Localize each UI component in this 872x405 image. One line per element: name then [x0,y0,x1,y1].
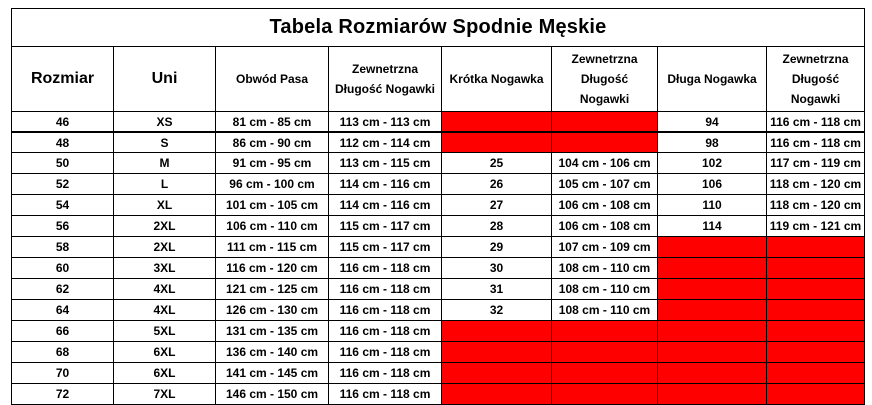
header-line: Zewnetrzna [571,52,638,66]
cell-zewnetrzna-krotka: 105 cm - 107 cm [552,174,658,195]
cell-krotka-nogawka: 27 [442,195,552,216]
header-uni: Uni [114,47,216,112]
cell-zewnetrzna-dluga: 116 cm - 118 cm [767,112,865,133]
table-title: Tabela Rozmiarów Spodnie Męskie [12,9,865,47]
cell-obwod-pasa: 126 cm - 130 cm [216,300,329,321]
table-row [12,342,865,363]
cell-zewnetrzna-dluga: 118 cm - 120 cm [767,195,865,216]
cell-obwod-pasa: 131 cm - 135 cm [216,321,329,342]
cell-uni: L [114,174,216,195]
cell-rozmiar: 62 [12,279,114,300]
cell-dluga-nogawka: 98 [658,132,767,153]
cell-dluga-nogawka [658,279,767,300]
table-row [12,300,865,321]
cell-zewnetrzna-dlugosc: 112 cm - 114 cm [329,132,442,153]
cell-zewnetrzna-dlugosc: 116 cm - 118 cm [329,321,442,342]
cell-krotka-nogawka [442,384,552,405]
cell-uni: S [114,132,216,153]
cell-obwod-pasa: 146 cm - 150 cm [216,384,329,405]
cell-krotka-nogawka [442,112,552,133]
cell-obwod-pasa: 86 cm - 90 cm [216,132,329,153]
cell-zewnetrzna-krotka [552,342,658,363]
cell-dluga-nogawka [658,258,767,279]
cell-zewnetrzna-krotka [552,132,658,153]
cell-uni: 6XL [114,363,216,384]
table-row [12,195,865,216]
cell-krotka-nogawka: 28 [442,216,552,237]
header-krotka-nogawka: Krótka Nogawka [442,47,552,112]
cell-uni: 2XL [114,237,216,258]
header-line: Nogawki [579,92,630,106]
cell-krotka-nogawka: 32 [442,300,552,321]
header-zewnetrzna-krotka [552,47,658,112]
cell-uni: XL [114,195,216,216]
cell-zewnetrzna-dlugosc: 113 cm - 115 cm [329,153,442,174]
cell-rozmiar: 52 [12,174,114,195]
cell-uni: 4XL [114,300,216,321]
table-row [12,132,865,153]
cell-zewnetrzna-dlugosc: 114 cm - 116 cm [329,195,442,216]
cell-krotka-nogawka: 29 [442,237,552,258]
cell-rozmiar: 56 [12,216,114,237]
cell-dluga-nogawka [658,321,767,342]
cell-zewnetrzna-dlugosc: 116 cm - 118 cm [329,363,442,384]
cell-rozmiar: 54 [12,195,114,216]
cell-zewnetrzna-dluga [767,300,865,321]
header-line: Długość [791,72,840,86]
cell-zewnetrzna-dlugosc: 116 cm - 118 cm [329,258,442,279]
cell-rozmiar: 46 [12,112,114,133]
cell-zewnetrzna-dluga: 116 cm - 118 cm [767,132,865,153]
cell-rozmiar: 64 [12,300,114,321]
cell-obwod-pasa: 96 cm - 100 cm [216,174,329,195]
cell-krotka-nogawka: 26 [442,174,552,195]
table-row [12,216,865,237]
cell-rozmiar: 58 [12,237,114,258]
cell-zewnetrzna-dlugosc: 115 cm - 117 cm [329,237,442,258]
cell-rozmiar: 66 [12,321,114,342]
table-row [12,279,865,300]
header-zewnetrzna-dlugosc-nogawki [329,47,442,112]
cell-zewnetrzna-krotka: 108 cm - 110 cm [552,300,658,321]
cell-zewnetrzna-dlugosc: 114 cm - 116 cm [329,174,442,195]
header-line: Zewnetrzna [782,52,849,66]
cell-obwod-pasa: 116 cm - 120 cm [216,258,329,279]
cell-obwod-pasa: 111 cm - 115 cm [216,237,329,258]
cell-obwod-pasa: 136 cm - 140 cm [216,342,329,363]
cell-zewnetrzna-krotka [552,363,658,384]
cell-zewnetrzna-dlugosc: 116 cm - 118 cm [329,279,442,300]
cell-obwod-pasa: 141 cm - 145 cm [216,363,329,384]
cell-rozmiar: 48 [12,132,114,153]
cell-zewnetrzna-krotka [552,112,658,133]
cell-uni: 4XL [114,279,216,300]
header-line: Długość [580,72,629,86]
cell-dluga-nogawka: 102 [658,153,767,174]
cell-rozmiar: 70 [12,363,114,384]
cell-rozmiar: 50 [12,153,114,174]
cell-zewnetrzna-dluga: 119 cm - 121 cm [767,216,865,237]
cell-krotka-nogawka: 30 [442,258,552,279]
cell-obwod-pasa: 106 cm - 110 cm [216,216,329,237]
cell-obwod-pasa: 101 cm - 105 cm [216,195,329,216]
cell-zewnetrzna-krotka: 104 cm - 106 cm [552,153,658,174]
cell-zewnetrzna-dlugosc: 116 cm - 118 cm [329,384,442,405]
cell-zewnetrzna-dluga [767,279,865,300]
cell-uni: 6XL [114,342,216,363]
header-line: Zewnetrzna [351,62,418,76]
cell-dluga-nogawka: 114 [658,216,767,237]
cell-zewnetrzna-krotka: 108 cm - 110 cm [552,279,658,300]
cell-krotka-nogawka [442,363,552,384]
cell-obwod-pasa: 91 cm - 95 cm [216,153,329,174]
cell-uni: M [114,153,216,174]
cell-zewnetrzna-dluga [767,237,865,258]
cell-dluga-nogawka: 106 [658,174,767,195]
cell-dluga-nogawka: 94 [658,112,767,133]
cell-zewnetrzna-dluga [767,363,865,384]
table-row [12,363,865,384]
cell-zewnetrzna-krotka: 107 cm - 109 cm [552,237,658,258]
header-rozmiar: Rozmiar [12,47,114,112]
cell-krotka-nogawka [442,321,552,342]
cell-rozmiar: 68 [12,342,114,363]
cell-dluga-nogawka [658,384,767,405]
cell-rozmiar: 60 [12,258,114,279]
table-row [12,153,865,174]
cell-krotka-nogawka: 25 [442,153,552,174]
cell-krotka-nogawka [442,342,552,363]
cell-zewnetrzna-dlugosc: 116 cm - 118 cm [329,342,442,363]
table-row [12,237,865,258]
table-row [12,258,865,279]
cell-dluga-nogawka [658,237,767,258]
cell-obwod-pasa: 81 cm - 85 cm [216,112,329,133]
cell-uni: 3XL [114,258,216,279]
cell-rozmiar: 72 [12,384,114,405]
cell-uni: 7XL [114,384,216,405]
cell-zewnetrzna-dluga: 117 cm - 119 cm [767,153,865,174]
cell-zewnetrzna-dluga [767,384,865,405]
size-chart [11,8,865,405]
cell-dluga-nogawka [658,342,767,363]
cell-zewnetrzna-krotka: 106 cm - 108 cm [552,216,658,237]
cell-uni: 5XL [114,321,216,342]
cell-uni: XS [114,112,216,133]
cell-zewnetrzna-dluga [767,342,865,363]
cell-zewnetrzna-dluga [767,321,865,342]
table-row [12,174,865,195]
cell-zewnetrzna-dluga [767,258,865,279]
cell-zewnetrzna-dlugosc: 113 cm - 113 cm [329,112,442,133]
cell-uni: 2XL [114,216,216,237]
table-row [12,112,865,133]
header-zewnetrzna-dluga [767,47,865,112]
cell-zewnetrzna-krotka: 108 cm - 110 cm [552,258,658,279]
cell-obwod-pasa: 121 cm - 125 cm [216,279,329,300]
size-table [11,8,865,405]
cell-dluga-nogawka [658,300,767,321]
cell-zewnetrzna-dlugosc: 116 cm - 118 cm [329,300,442,321]
cell-dluga-nogawka [658,363,767,384]
table-row [12,321,865,342]
table-row [12,384,865,405]
cell-krotka-nogawka: 31 [442,279,552,300]
cell-dluga-nogawka: 110 [658,195,767,216]
cell-zewnetrzna-krotka: 106 cm - 108 cm [552,195,658,216]
header-obwod-pasa: Obwód Pasa [216,47,329,112]
header-dluga-nogawka: Długa Nogawka [658,47,767,112]
header-line: Nogawki [790,92,841,106]
header-line: Długość Nogawki [334,82,435,96]
cell-zewnetrzna-dlugosc: 115 cm - 117 cm [329,216,442,237]
cell-krotka-nogawka [442,132,552,153]
cell-zewnetrzna-krotka [552,321,658,342]
cell-zewnetrzna-dluga: 118 cm - 120 cm [767,174,865,195]
cell-zewnetrzna-krotka [552,384,658,405]
